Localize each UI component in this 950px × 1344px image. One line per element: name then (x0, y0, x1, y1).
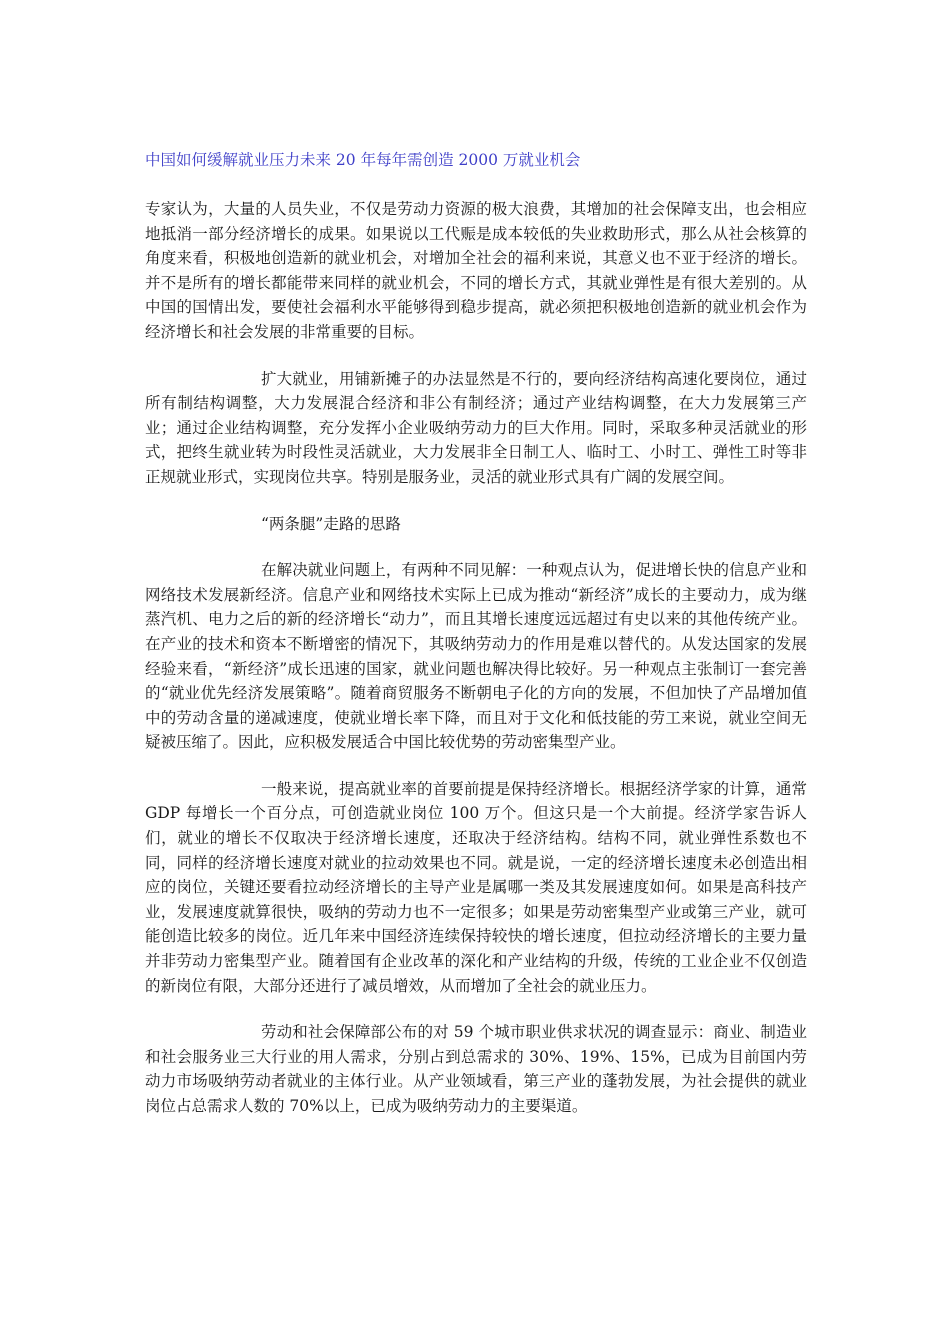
paragraph-3: 在解决就业问题上，有两种不同见解：一种观点认为，促进增长快的信息产业和网络技术发展新经济。信息产业和网络技术实际上已成为推动“新经济”成长的主要动力，成为继蒸汽机、电力之后的新的经济增长“动力”，而且其增长速度远远超过有史以来的其他传统产业。在产业的技术和资本不断增密的情况下，其吸纳劳动力的作用是难以替代的。从发达国家的发展经验来看，“新经济”成长迅速的国家，就业问题也解决得比较好。另一种观点主张制订一套完善的“就业优先经济发展策略”。随着商贸服务不断朝电子化的方向的发展，不但加快了产品增加值中的劳动含量的递减速度，使就业增长率下降，而且对于文化和低技能的劳工来说，就业空间无疑被压缩了。因此，应积极发展适合中国比较优势的劳动密集型产业。 (145, 561, 807, 752)
paragraph-2: 扩大就业，用铺新摊子的办法显然是不行的，要向经济结构高速化要岗位，通过所有制结构调整，大力发展混合经济和非公有制经济；通过产业结构调整，在大力发展第三产业；通过企业结构调整，充分发挥小企业吸纳劳动力的巨大作用。同时，采取多种灵活就业的形式，把终生就业转为时段性灵活就业，大力发展非全日制工人、临时工、小时工、弹性工时等非正规就业形式，实现岗位共享。特别是服务业，灵活的就业形式具有广阔的发展空间。 (145, 369, 807, 486)
paragraph-1: 专家认为，大量的人员失业，不仅是劳动力资源的极大浪费，其增加的社会保障支出，也会相应地抵消一部分经济增长的成果。如果说以工代赈是成本较低的失业救助形式，那么从社会核算的角度来看，积极地创造新的就业机会，对增加全社会的福利来说，其意义也不亚于经济的增长。并不是所有的增长都能带来同样的就业机会，不同的增长方式，其就业弹性是有很大差别的。从中国的国情出发，要使社会福利水平能够得到稳步提高，就必须把积极地创造新的就业机会作为经济增长和社会发展的非常重要的目标。 (145, 200, 807, 341)
document-page (145, 147, 807, 1141)
paragraph-4: 一般来说，提高就业率的首要前提是保持经济增长。根据经济学家的计算，通常 GDP 每增长一个百分点，可创造就业岗位 100 万个。但这只是一个大前提。经济学家告诉人们，就业的增长不仅取决于经济增长速度，还取决于经济结构。结构不同，就业弹性系数也不同，同样的经济增长速度对就业的拉动效果也不同。就是说，一定的经济增长速度未必创造出相应的岗位，关键还要看拉动经济增长的主导产业是属哪一类及其发展速度如何。如果是高科技产业，发展速度就算很快，吸纳的劳动力也不一定很多；如果是劳动密集型产业或第三产业，就可能创造比较多的岗位。近几年来中国经济连续保持较快的增长速度，但拉动经济增长的主要力量并非劳动力密集型产业。随着国有企业改革的深化和产业结构的升级，传统的工业企业不仅创造的新岗位有限，大部分还进行了减员增效，从而增加了全社会的就业压力。 (145, 779, 807, 995)
paragraph-5: 劳动和社会保障部公布的对 59 个城市职业供求状况的调查显示：商业、制造业和社会服务业三大行业的用人需求，分别占到总需求的 30%、19%、15%，已成为目前国内劳动力市场吸纳劳动者就业的主体行业。从产业领域看，第三产业的蓬勃发展，为社会提供的就业岗位占总需求人数的 70%以上，已成为吸纳劳动力的主要渠道。 (145, 1023, 807, 1115)
section-subheading: “两条腿”走路的思路 (261, 514, 401, 533)
article-title: 中国如何缓解就业压力未来 20 年每年需创造 2000 万就业机会 (145, 151, 581, 169)
